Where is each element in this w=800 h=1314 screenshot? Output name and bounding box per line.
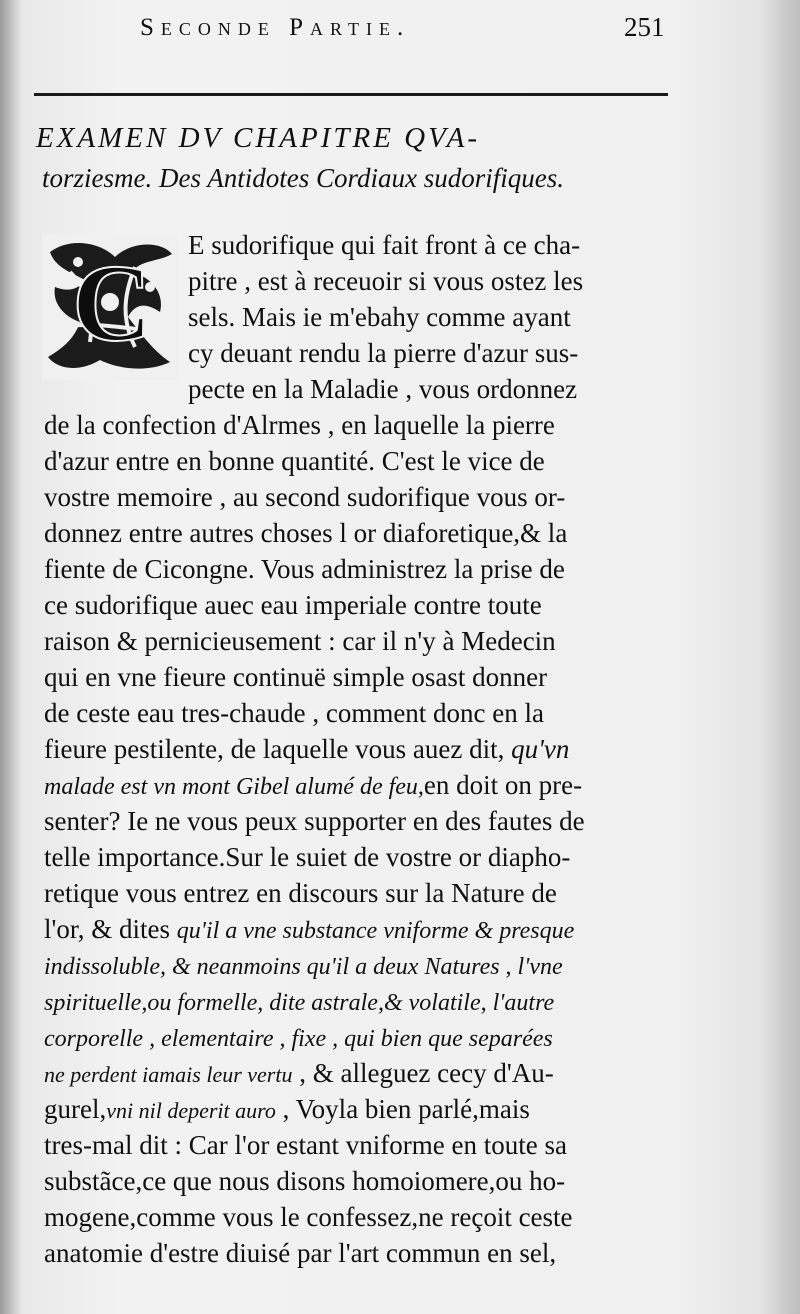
text-line: spirituelle,ou formelle, dite astrale,& volatile, l'autre xyxy=(44,990,555,1016)
text-line: senter? Ie ne vous peux supporter en des fautes de xyxy=(44,806,585,836)
text-line: qui en vne fieure continuë simple osast donner xyxy=(44,662,548,692)
heading-line-2: torziesme. Des Antidotes Cordiaux sudorifiques. xyxy=(42,163,564,193)
text-line: malade est vn mont Gibel alumé de feu,en doit on pre- xyxy=(44,770,583,800)
text-line: retique vous entrez en discours sur la Nature de xyxy=(44,878,557,908)
text-line: indissoluble, & neanmoins qu'il a deux Natures , l'vne xyxy=(44,954,563,980)
chapter-heading xyxy=(36,118,676,198)
running-head: Seconde Partie. xyxy=(140,14,411,41)
text-line: mogene,comme vous le confessez,ne reçoit ceste xyxy=(44,1202,573,1232)
text-line: substãce,ce que nous disons homoiomere,ou ho- xyxy=(44,1166,566,1196)
text-line: pitre , est à receuoir si vous ostez les xyxy=(188,266,584,296)
text-line: raison & pernicieusement : car il n'y à Medecin xyxy=(44,626,556,656)
svg-text:C: C xyxy=(72,242,152,364)
text-line: fiente de Cicongne. Vous administrez la prise de xyxy=(44,554,565,584)
text-line: ce sudorifique auec eau imperiale contre toute xyxy=(44,590,542,620)
text-line: vostre memoire , au second sudorifique vous or- xyxy=(44,482,566,512)
page-number: 251 xyxy=(624,12,665,42)
ornamental-drop-cap xyxy=(40,232,180,382)
text-line: tres-mal dit : Car l'or estant vniforme en toute sa xyxy=(44,1130,567,1160)
text-line: sels. Mais ie m'ebahy comme ayant xyxy=(188,302,571,332)
text-line: cy deuant rendu la pierre d'azur sus- xyxy=(188,338,579,368)
text-line: fieure pestilente, de laquelle vous auez dit, qu'vn xyxy=(44,734,570,764)
text-line: donnez entre autres choses l or diaforetique,& la xyxy=(44,518,568,548)
text-line: d'azur entre en bonne quantité. C'est le vice de xyxy=(44,446,545,476)
text-line: de la confection d'Alrmes , en laquelle la pierre xyxy=(44,410,555,440)
text-line: ne perdent iamais leur vertu , & alleguez cecy d'Au- xyxy=(44,1058,554,1088)
text-line: corporelle , elementaire , fixe , qui bien que separées xyxy=(44,1026,553,1052)
text-line: pecte en la Maladie , vous ordonnez xyxy=(188,374,578,404)
text-line: E sudorifique qui fait front à ce cha- xyxy=(188,230,581,260)
heading-line-1: EXAMEN DV CHAPITRE QVA- xyxy=(36,122,481,154)
text-line: de ceste eau tres-chaude , comment donc en la xyxy=(44,698,545,728)
text-line: telle importance.Sur le suiet de vostre or diapho- xyxy=(44,842,571,872)
header-rule xyxy=(34,93,668,96)
drop-cap-ornament-icon xyxy=(40,232,180,382)
text-line: gurel,vni nil deperit auro , Voyla bien parlé,mais xyxy=(44,1094,530,1124)
text-line: anatomie d'estre diuisé par l'art commun en sel, xyxy=(44,1238,557,1268)
text-line: l'or, & dites qu'il a vne substance vniforme & presque xyxy=(44,914,575,944)
